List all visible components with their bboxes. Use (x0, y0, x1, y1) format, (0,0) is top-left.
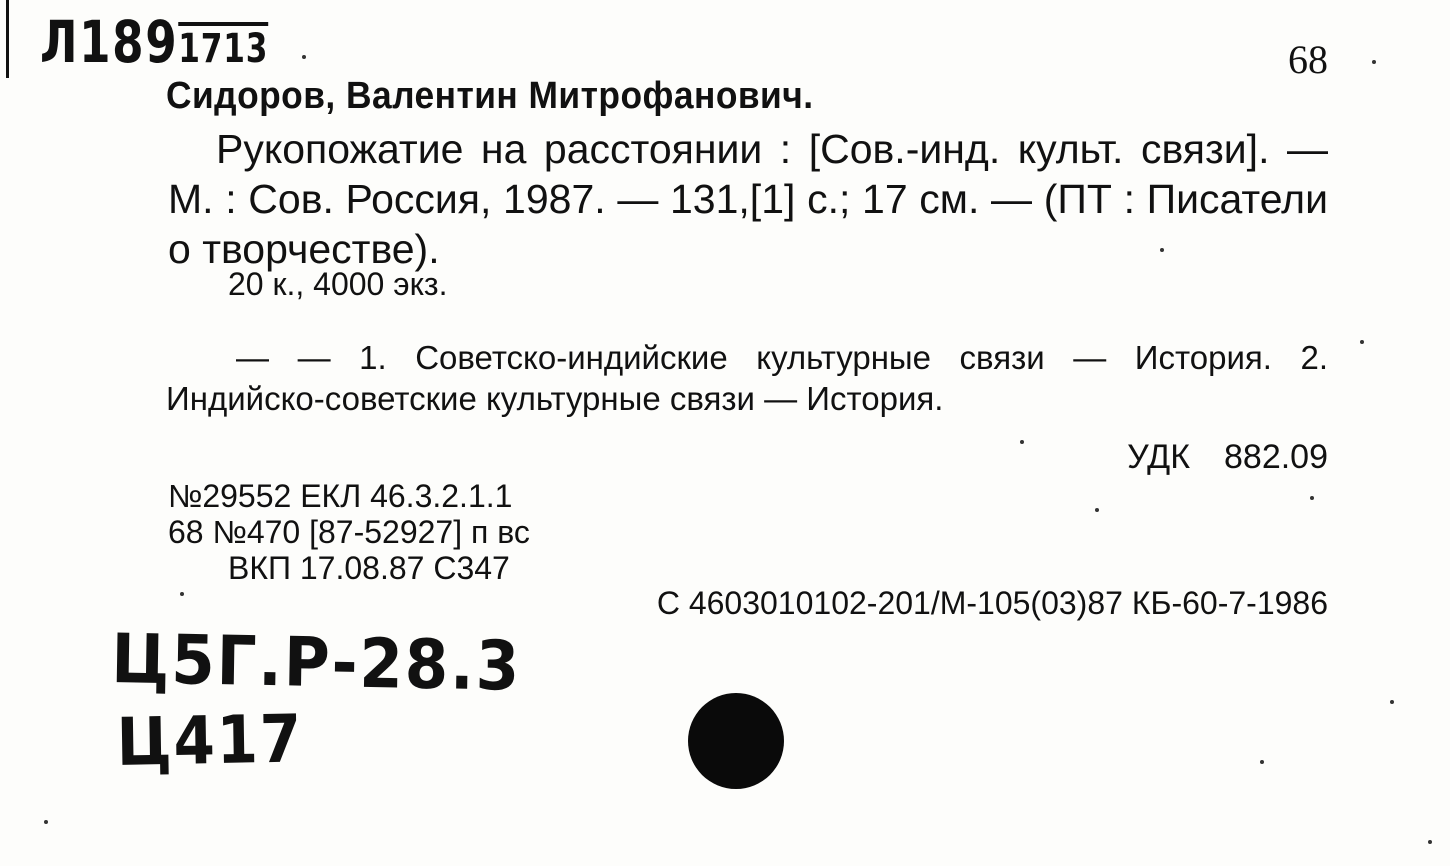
publisher-index-line: С 4603010102-201/М-105(03)87 КБ-60-7-1986 (656, 585, 1328, 621)
card-edge-line (6, 0, 9, 78)
handwritten-shelf-mark-small: 1713 (178, 26, 269, 72)
udk-label: УДК (1127, 438, 1190, 476)
speck (1260, 760, 1264, 764)
card-number: 68 (1288, 37, 1328, 82)
speck (44, 820, 48, 824)
bibliographic-description: Рукопожатие на расстоянии : [Сов.-инд. культ. связи]. — М. : Сов. Россия, 1987. — 131,[1] с.; 17 см. — (ПТ : Писатели о творчестве). (168, 126, 1328, 272)
speck (1428, 840, 1432, 844)
speck (1360, 340, 1364, 344)
handwritten-classification-mark: Ц5Г.Р-28.3 (110, 620, 522, 707)
card-punch-hole (688, 693, 784, 789)
registration-line: 68 №470 [87-52927] п вс (168, 514, 530, 550)
handwritten-shelf-mark-main: Л189 (40, 8, 179, 76)
udk-classification (1127, 438, 1328, 477)
speck (1095, 508, 1099, 512)
speck (180, 592, 184, 596)
speck (1390, 700, 1394, 704)
speck (1372, 60, 1376, 64)
registration-block (168, 478, 530, 586)
speck (1160, 248, 1164, 252)
speck (1020, 440, 1024, 444)
udk-value: 882.09 (1224, 438, 1328, 476)
speck (302, 55, 306, 59)
handwritten-author-mark: Ц417 (116, 700, 304, 781)
registration-line: ВКП 17.08.87 С347 (228, 550, 510, 586)
author-heading: Сидоров, Валентин Митрофанович. (166, 75, 814, 117)
price-and-print-run: 20 к., 4000 экз. (228, 266, 448, 302)
speck (1310, 496, 1314, 500)
registration-line: №29552 ЕКЛ 46.3.2.1.1 (168, 478, 513, 514)
subject-headings: — — 1. Советско-индийские культурные связи — История. 2. Индийско-советские культурные связи — История. (166, 339, 1328, 417)
handwritten-shelf-mark (40, 8, 268, 76)
